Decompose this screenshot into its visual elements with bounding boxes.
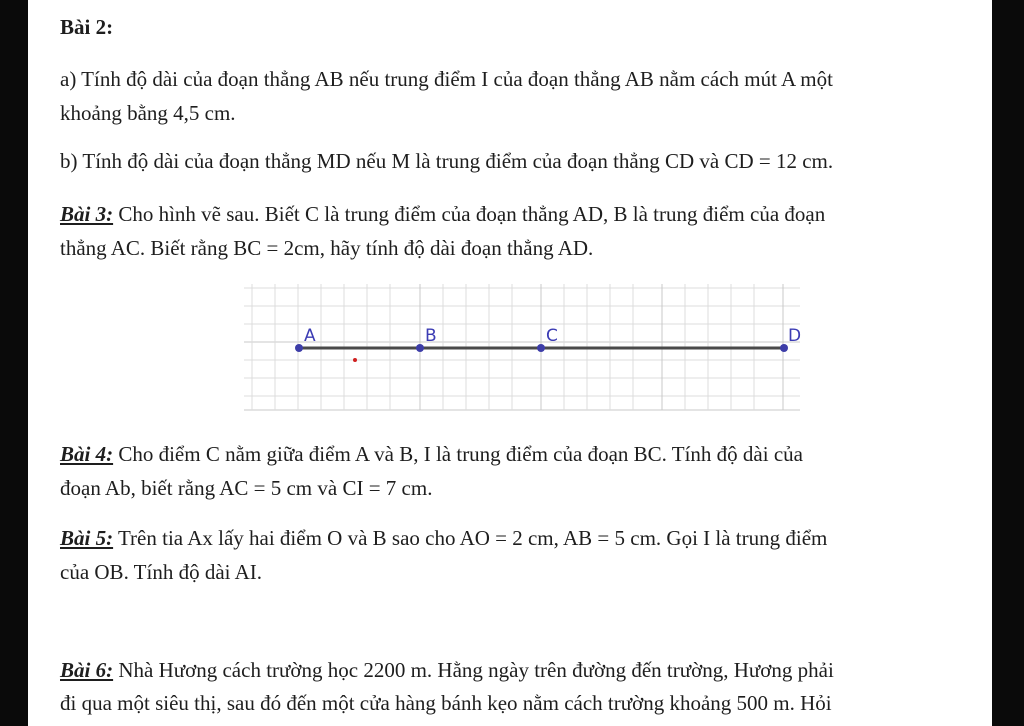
geometry-figure: [244, 284, 804, 419]
bai3-line2: thẳng AC. Biết rằng BC = 2cm, hãy tính độ dài đoạn thẳng AD.: [60, 236, 594, 260]
bai5-line2: của OB. Tính độ dài AI.: [60, 560, 263, 584]
document-page: [28, 0, 992, 726]
left-dark-border: [0, 0, 28, 726]
bai4-line2: đoạn Ab, biết rằng AC = 5 cm và CI = 7 cm.: [60, 476, 433, 500]
bai6-line1: [60, 660, 834, 681]
bai3-line1: [60, 204, 825, 225]
bai2-a-line1: a) Tính độ dài của đoạn thẳng AB nếu trung điểm I của đoạn thẳng AB nằm cách mút A một: [60, 67, 833, 91]
bai2-a-line2: khoảng bằng 4,5 cm.: [60, 101, 236, 125]
label-D: D: [788, 326, 802, 346]
point-D: [780, 344, 788, 352]
bai5-text1: Trên tia Ax lấy hai điểm O và B sao cho AO = 2 cm, AB = 5 cm. Gọi I là trung điểm: [113, 526, 828, 550]
point-C: [537, 344, 545, 352]
bai2-title: Bài 2:: [60, 15, 114, 39]
bai5-head: Bài 5:: [60, 526, 114, 550]
bai2-b-line1: b) Tính độ dài của đoạn thẳng MD nếu M là trung điểm của đoạn thẳng CD và CD = 12 cm.: [60, 149, 834, 173]
bai4-head: Bài 4:: [60, 442, 114, 466]
bai5-line1: [60, 528, 827, 549]
right-dark-border: [992, 0, 1024, 726]
label-C: C: [546, 326, 558, 346]
bai6-line2: đi qua một siêu thị, sau đó đến một cửa hàng bánh kẹo nằm cách trường khoảng 500 m. Hỏi: [60, 691, 832, 715]
bai3-head: Bài 3:: [60, 202, 114, 226]
label-B: B: [425, 326, 437, 346]
point-A: [295, 344, 303, 352]
bai4-text1: Cho điểm C nằm giữa điểm A và B, I là trung điểm của đoạn BC. Tính độ dài của: [113, 442, 803, 466]
bai6-text1: Nhà Hương cách trường học 2200 m. Hằng ngày trên đường đến trường, Hương phải: [113, 658, 834, 682]
red-marker: [353, 358, 357, 362]
bai4-line1: [60, 444, 803, 465]
point-B: [416, 344, 424, 352]
label-A: A: [304, 326, 316, 346]
bai6-head: Bài 6:: [60, 658, 114, 682]
figure-svg: [244, 284, 804, 414]
bai3-text1: Cho hình vẽ sau. Biết C là trung điểm của đoạn thẳng AD, B là trung điểm của đoạn: [113, 202, 826, 226]
